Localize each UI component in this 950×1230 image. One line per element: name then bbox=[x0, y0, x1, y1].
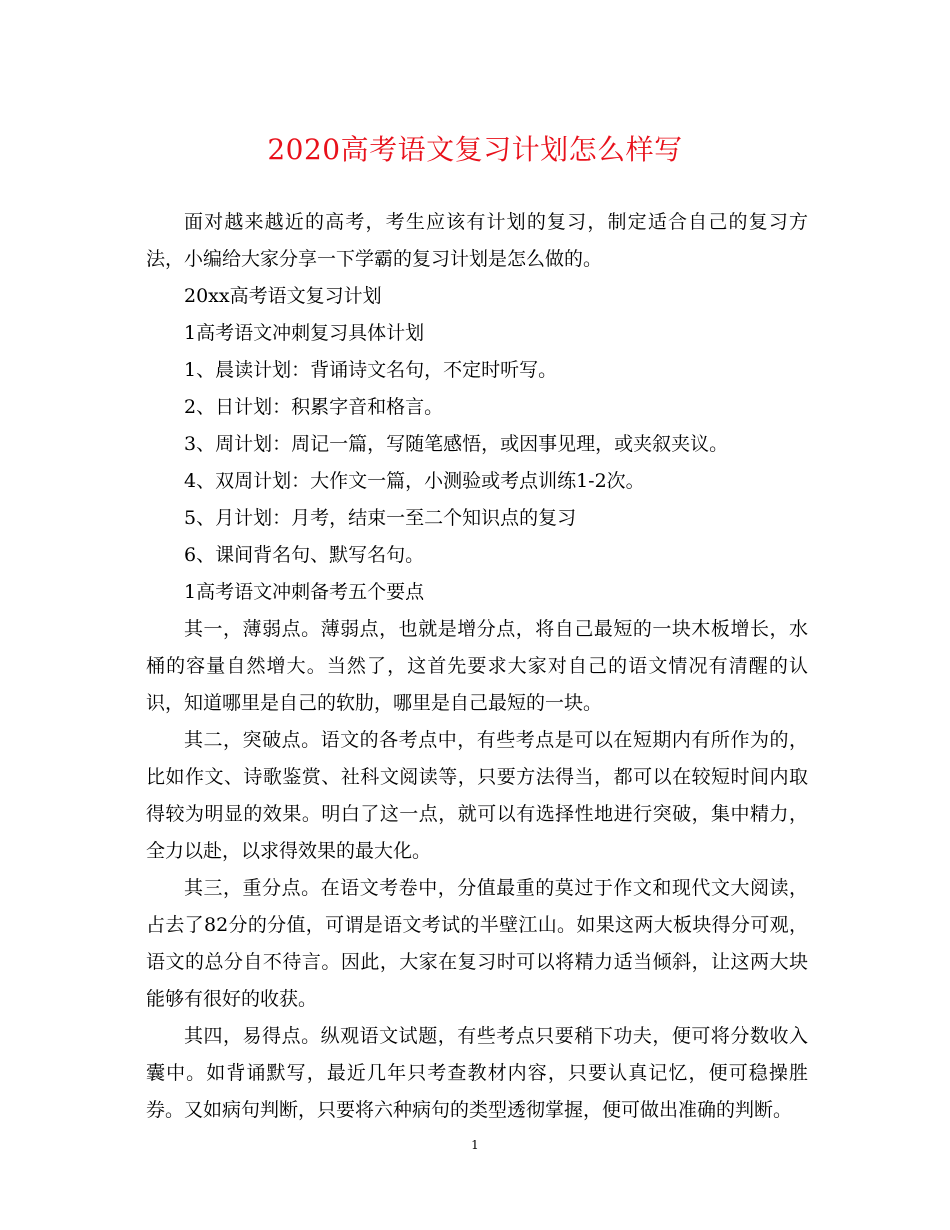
paragraph-morning-plan: 1、晨读计划：背诵诗文名句，不定时听写。 bbox=[184, 359, 558, 381]
paragraph-point-two: 其二，突破点。语文的各考点中，有些考点是可以在短期内有所作为的，比如作文、诗歌鉴赏、社科文阅读等，只要方法得当，都可以在较短时间内取得较为明显的效果。明白了这一点，就可以有选择性地进行突破，集中精力，全力以赴，以求得效果的最大化。 bbox=[146, 729, 808, 862]
paragraph-intro: 面对越来越近的高考，考生应该有计划的复习，制定适合自己的复习方法，小编给大家分享一下学霸的复习计划是怎么做的。 bbox=[146, 211, 808, 270]
paragraph-key-points-heading: 1高考语文冲刺备考五个要点 bbox=[184, 581, 425, 603]
paragraph-specific-plan-heading: 1高考语文冲刺复习具体计划 bbox=[184, 322, 425, 344]
document-body bbox=[146, 204, 808, 1129]
page-number: 1 bbox=[471, 1138, 479, 1152]
paragraph-point-one: 其一，薄弱点。薄弱点，也就是增分点，将自己最短的一块木板增长，水桶的容量自然增大。当然了，这首先要求大家对自己的语文情况有清醒的认识，知道哪里是自己的软肋，哪里是自己最短的一块。 bbox=[146, 618, 808, 714]
paragraph-point-four: 其四，易得点。纵观语文试题，有些考点只要稍下功夫，便可将分数收入囊中。如背诵默写，最近几年只考查教材内容，只要认真记忆，便可稳操胜券。又如病句判断，只要将六种病句的类型透彻掌握，便可做出准确的判断。 bbox=[146, 1025, 808, 1121]
document-title: 2020高考语文复习计划怎么样写 bbox=[267, 133, 683, 166]
paragraph-break-plan: 6、课间背名句、默写名句。 bbox=[184, 544, 425, 566]
paragraph-point-three: 其三，重分点。在语文考卷中，分值最重的莫过于作文和现代文大阅读，占去了82分的分值，可谓是语文考试的半壁江山。如果这两大板块得分可观，语文的总分自不待言。因此，大家在复习时可以将精力适当倾斜，让这两大块能够有很好的收获。 bbox=[146, 877, 808, 1010]
paragraph-daily-plan: 2、日计划：积累字音和格言。 bbox=[184, 396, 444, 418]
paragraph-plan-heading: 20xx高考语文复习计划 bbox=[184, 285, 382, 307]
paragraph-biweekly-plan: 4、双周计划：大作文一篇，小测验或考点训练1-2次。 bbox=[184, 470, 645, 492]
paragraph-weekly-plan: 3、周计划：周记一篇，写随笔感悟，或因事见理，或夹叙夹议。 bbox=[184, 433, 729, 455]
paragraph-monthly-plan: 5、月计划：月考，结束一至二个知识点的复习 bbox=[184, 507, 577, 529]
